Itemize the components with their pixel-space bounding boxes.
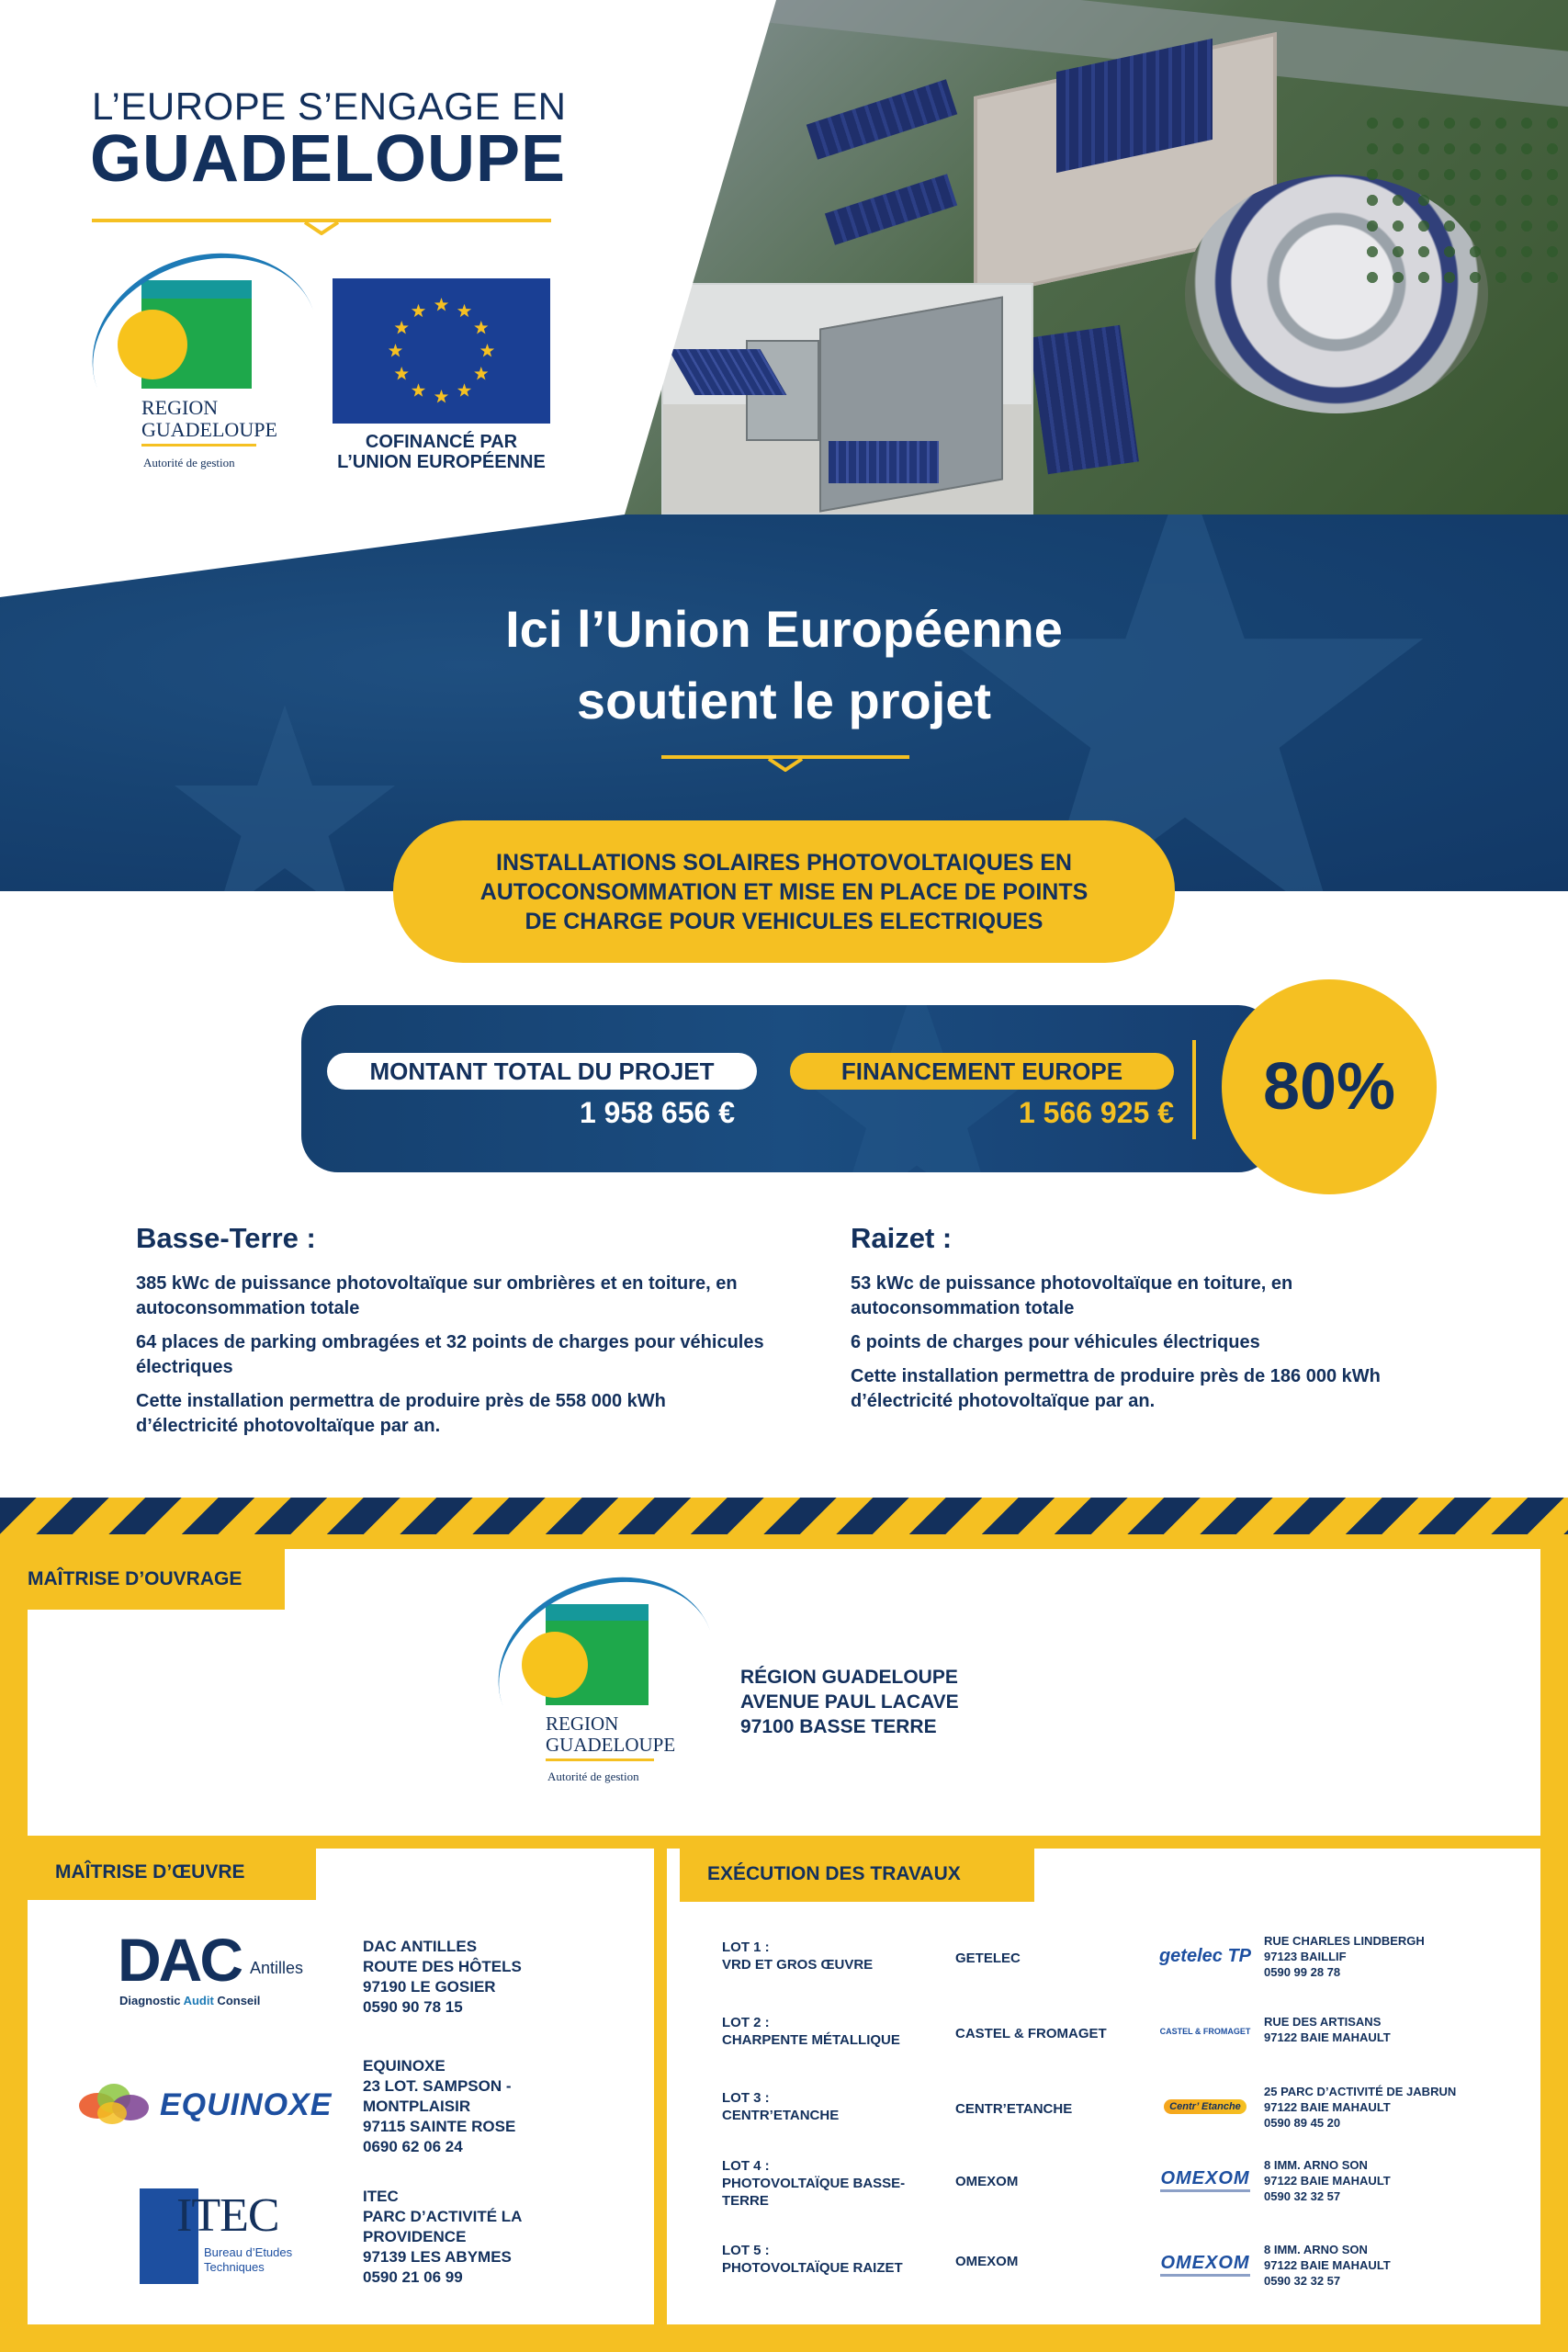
address-line: AVENUE PAUL LACAVE [740, 1691, 959, 1713]
address-line: 0590 89 45 20 [1264, 2116, 1341, 2130]
site-name: Basse-Terre : [136, 1222, 316, 1254]
logo-underline [546, 1758, 654, 1761]
address-line: 8 IMM. ARNO SON [1264, 2243, 1368, 2256]
lot-name [722, 1939, 933, 1973]
total-amount-label: MONTANT TOTAL DU PROJET [327, 1053, 757, 1090]
lot-address [1264, 2242, 1503, 2289]
region-logo-name-1: REGION [546, 1713, 619, 1735]
eu-funding-value: 1 566 925 € [1018, 1096, 1174, 1129]
region-logo-subtitle: Autorité de gestion [143, 456, 235, 469]
lot-address [1264, 2084, 1503, 2131]
lot-company: CASTEL & FROMAGET [955, 2026, 1107, 2041]
logo-underline [141, 444, 256, 447]
banner-title-line1: Ici l’Union Européenne [505, 600, 1063, 658]
lot-row-3 [667, 2085, 1512, 2163]
site-detail: 385 kWc de puissance photovoltaïque sur ombrières et en toiture, en autoconsommation totale [136, 1273, 738, 1318]
lot-title: VRD ET GROS ŒUVRE [722, 1957, 874, 1973]
moe-line: EQUINOXE [363, 2057, 446, 2075]
lot-number: LOT 2 : [722, 2015, 770, 2030]
dac-logo-tagline [119, 1994, 260, 2007]
castel-logo-text: CASTEL & FROMAGET [1159, 2027, 1251, 2036]
eu-caption-line1: COFINANCÉ PAR [365, 432, 518, 452]
lot-row-1 [667, 1934, 1512, 2012]
lot-number: LOT 5 : [722, 2243, 770, 2258]
moe-line: ITEC [363, 2188, 399, 2205]
photo-solar-carport [825, 174, 957, 245]
lot-company: OMEXOM [955, 2254, 1019, 2269]
address-line: 0590 99 28 78 [1264, 1965, 1341, 1979]
execution-label: EXÉCUTION DES TRAVAUX [680, 1847, 1034, 1902]
lot-address [1264, 2157, 1503, 2204]
dac-tagline-part: Conseil [213, 1994, 261, 2007]
eu-funding-label: FINANCEMENT EUROPE [790, 1053, 1174, 1090]
equinoxe-flower-icon [77, 2080, 154, 2132]
site-basse-terre [136, 1222, 779, 1448]
banner-title-line2: soutient le projet [576, 672, 992, 729]
address-line: 97122 BAIE MAHAULT [1264, 2258, 1391, 2272]
dac-tagline-part: Diagnostic [119, 1994, 184, 2007]
dac-logo [118, 1926, 310, 2014]
region-logo-name-2: GUADELOUPE [546, 1734, 676, 1756]
moe-line: MONTPLAISIR [363, 2098, 471, 2115]
site-raizet [851, 1222, 1494, 1423]
region-logo-ouvrage [496, 1586, 716, 1788]
lot-title: CENTR’ETANCHE [722, 2108, 840, 2123]
project-title-line: AUTOCONSOMMATION ET MISE EN PLACE DE POINTS [479, 878, 1089, 905]
omexom-logo [1141, 2157, 1269, 2203]
maitrise-oeuvre-label: MAÎTRISE D’ŒUVRE [28, 1845, 316, 1900]
address-line: RUE DES ARTISANS [1264, 2015, 1382, 2029]
site-detail: Cette installation permettra de produire près de 558 000 kWh d’électricité photovoltaïque par an. [136, 1391, 666, 1436]
itec-logo [140, 2188, 305, 2284]
address-line: 0590 32 32 57 [1264, 2189, 1341, 2203]
lot-number: LOT 3 : [722, 2090, 770, 2106]
photo-trees [1359, 110, 1568, 294]
dac-logo-suffix: Antilles [250, 1959, 304, 1977]
lot-company: CENTR’ETANCHE [955, 2101, 1073, 2117]
building-render [661, 283, 1033, 514]
lot-title: PHOTOVOLTAÏQUE RAIZET [722, 2260, 903, 2276]
dac-logo-main: DAC [118, 1926, 241, 1994]
headline-line1: L’EUROPE S’ENGAGE EN [92, 85, 567, 128]
address-line: 97122 BAIE MAHAULT [1264, 2174, 1391, 2188]
maitrise-ouvrage-label: MAÎTRISE D’OUVRAGE [0, 1549, 285, 1610]
getelec-logo [1141, 1933, 1269, 1979]
dac-tagline-accent: Audit [183, 1994, 214, 2007]
equinoxe-logo [77, 2080, 344, 2132]
region-logo-name-1: REGION [141, 396, 219, 419]
address-line: 97100 BASSE TERRE [740, 1716, 937, 1737]
moe-line: 97115 SAINTE ROSE [363, 2118, 516, 2135]
address-line: 25 PARC D’ACTIVITÉ DE JABRUN [1264, 2085, 1457, 2098]
site-detail: 53 kWc de puissance photovoltaïque en toiture, en autoconsommation totale [851, 1273, 1293, 1318]
eu-flag-icon [333, 278, 550, 424]
centretanche-logo-text: Centr’ Etanche [1164, 2099, 1247, 2114]
photo-solar-carport [807, 79, 958, 159]
address-line: 8 IMM. ARNO SON [1264, 2158, 1368, 2172]
lot-title: CHARPENTE MÉTALLIQUE [722, 2032, 900, 2048]
site-detail: 64 places de parking ombragées et 32 points de charges pour véhicules électriques [136, 1332, 764, 1377]
omexom-logo [1141, 2242, 1269, 2288]
moe-entry-equinoxe [363, 2056, 515, 2157]
lot-title: PHOTOVOLTAÏQUE BASSE- [722, 2176, 906, 2191]
region-logo-name-2: GUADELOUPE [141, 418, 277, 441]
lot-row-4 [667, 2157, 1512, 2231]
maitrise-ouvrage-address [740, 1665, 959, 1739]
headline-chevron-icon [303, 220, 340, 235]
hazard-stripe-band [0, 1498, 1568, 1534]
project-title-line: DE CHARGE POUR VEHICULES ELECTRIQUES [525, 908, 1043, 934]
lot-number: LOT 4 : [722, 2158, 770, 2174]
lot-row-5 [667, 2242, 1512, 2315]
project-title-line: INSTALLATIONS SOLAIRES PHOTOVOLTAIQUES EN [496, 849, 1072, 876]
moe-line: 23 LOT. SAMPSON - [363, 2077, 512, 2095]
funding-percentage: 80% [1222, 979, 1437, 1194]
lot-address [1264, 1933, 1503, 1980]
omexom-logo-text: OMEXOM [1160, 2253, 1249, 2277]
equinoxe-logo-text: EQUINOXE [160, 2087, 333, 2122]
moe-line: 97190 LE GOSIER [363, 1978, 496, 1996]
lot-name [722, 2157, 933, 2210]
omexom-logo-text: OMEXOM [1160, 2168, 1249, 2192]
moe-line: ROUTE DES HÔTELS [363, 1958, 522, 1975]
banner-chevron-icon [767, 757, 804, 772]
lot-name [722, 2089, 933, 2124]
render-solar-panel [829, 441, 939, 483]
lot-row-2 [667, 2014, 1512, 2087]
lot-company: GETELEC [955, 1951, 1021, 1966]
moe-line: PARC D’ACTIVITÉ LA [363, 2208, 523, 2225]
funding-divider [1192, 1040, 1196, 1139]
address-line: RÉGION GUADELOUPE [740, 1667, 958, 1688]
eu-caption-line2: L’UNION EUROPÉENNE [337, 452, 546, 472]
total-amount-value: 1 958 656 € [579, 1096, 735, 1129]
lot-address [1264, 2014, 1503, 2045]
address-line: 0590 32 32 57 [1264, 2274, 1341, 2288]
region-logo [90, 262, 310, 473]
moe-entry-itec [363, 2187, 522, 2288]
site-detail: Cette installation permettra de produire près de 186 000 kWh d’électricité photovoltaïque par an. [851, 1366, 1381, 1411]
centretanche-logo [1141, 2084, 1269, 2130]
address-line: 97123 BAILLIF [1264, 1950, 1347, 1963]
lot-name [722, 2242, 933, 2277]
lot-title: TERRE [722, 2193, 769, 2209]
address-line: 97122 BAIE MAHAULT [1264, 2030, 1391, 2044]
moe-line: 0690 62 06 24 [363, 2138, 463, 2155]
lot-company: OMEXOM [955, 2174, 1019, 2189]
headline-line2: GUADELOUPE [90, 122, 567, 196]
lot-number: LOT 1 : [722, 1939, 770, 1955]
project-title-pill [393, 820, 1175, 963]
moe-line: 0590 21 06 99 [363, 2268, 463, 2286]
address-line: 97122 BAIE MAHAULT [1264, 2100, 1391, 2114]
moe-line: DAC ANTILLES [363, 1938, 478, 1955]
getelec-logo-text: getelec TP [1158, 1945, 1252, 1966]
moe-line: 0590 90 78 15 [363, 1998, 463, 2016]
moe-line: PROVIDENCE [363, 2228, 467, 2245]
moe-entry-dac [363, 1937, 522, 2018]
lot-name [722, 2014, 933, 2049]
region-logo-subtitle: Autorité de gestion [547, 1770, 639, 1783]
itec-logo-tagline: Bureau d’Etudes Techniques [204, 2245, 293, 2274]
photo-solar-carport [1029, 325, 1139, 474]
address-line: RUE CHARLES LINDBERGH [1264, 1934, 1425, 1948]
site-name: Raizet : [851, 1222, 953, 1254]
castel-fromaget-logo [1141, 2008, 1269, 2054]
itec-logo-text: ITEC [176, 2189, 279, 2242]
site-detail: 6 points de charges pour véhicules électriques [851, 1332, 1260, 1352]
moe-line: 97139 LES ABYMES [363, 2248, 512, 2266]
